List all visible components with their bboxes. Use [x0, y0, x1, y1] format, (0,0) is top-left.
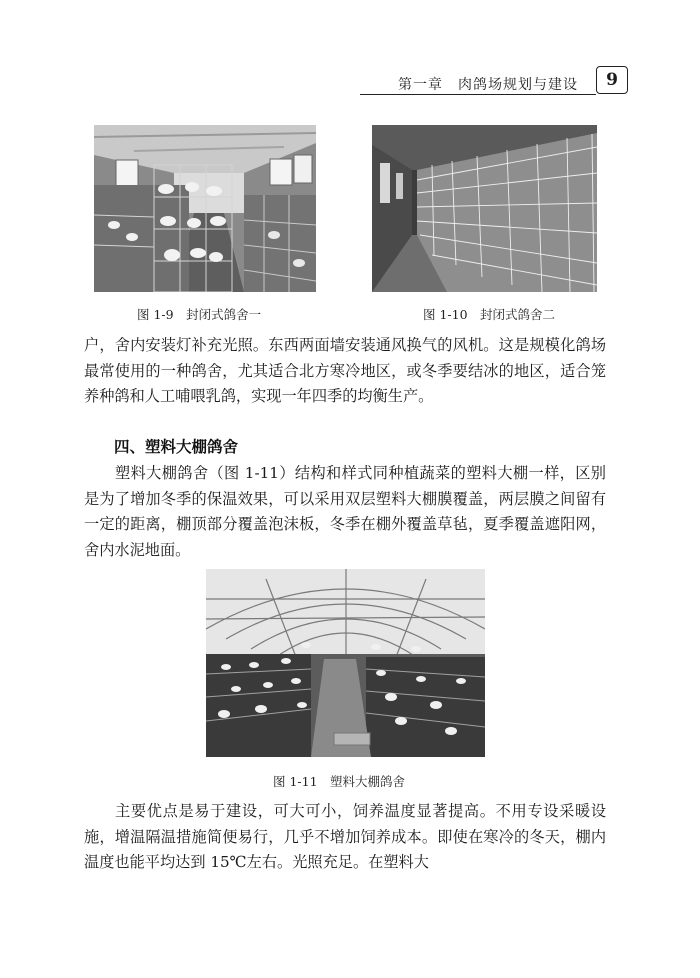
body-paragraph-1: 户，舍内安装灯补充光照。东西两面墙安装通风换气的风机。这是规模化鸽场最常使用的一种鸽舍，尤其适合北方寒冷地区，或冬季要结冰的地区，适合笼养种鸽和人工哺喂乳鸽，实现一年四季的均衡生产。 — [84, 336, 606, 405]
figure-1-10-caption: 图 1-10 封闭式鸽舍二 — [423, 307, 556, 322]
header-rule — [360, 94, 596, 95]
figure-1-10-photo — [372, 125, 597, 292]
section-heading: 四、塑料大棚鸽舍 — [114, 438, 239, 456]
figure-1-9-photo — [94, 125, 316, 292]
body-paragraph-2: 塑料大棚鸽舍（图 1-11）结构和样式同种植蔬菜的塑料大棚一样，区别是为了增加冬季的保温效果，可以采用双层塑料大棚膜覆盖，两层膜之间留有一定的距离，棚顶部分覆盖泡沫板，冬季在棚外覆盖草毡，夏季覆盖遮阳网，舍内水泥地面。 — [84, 464, 606, 559]
body-paragraph-3: 主要优点是易于建设，可大可小，饲养温度显著提高。不用专设采暖设施，增温隔温措施简便易行，几乎不增加饲养成本。即使在寒冷的冬天，棚内温度也能平均达到 15℃左右。光照充足。在塑料大 — [84, 802, 606, 871]
page-number: 9 — [596, 66, 628, 94]
figure-1-11-photo — [206, 569, 485, 757]
figure-1-11-caption: 图 1-11 塑料大棚鸽舍 — [273, 774, 406, 789]
running-header-chapter-title: 第一章 肉鸽场规划与建设 — [398, 77, 578, 93]
figure-1-9-caption: 图 1-9 封闭式鸽舍一 — [137, 307, 262, 322]
